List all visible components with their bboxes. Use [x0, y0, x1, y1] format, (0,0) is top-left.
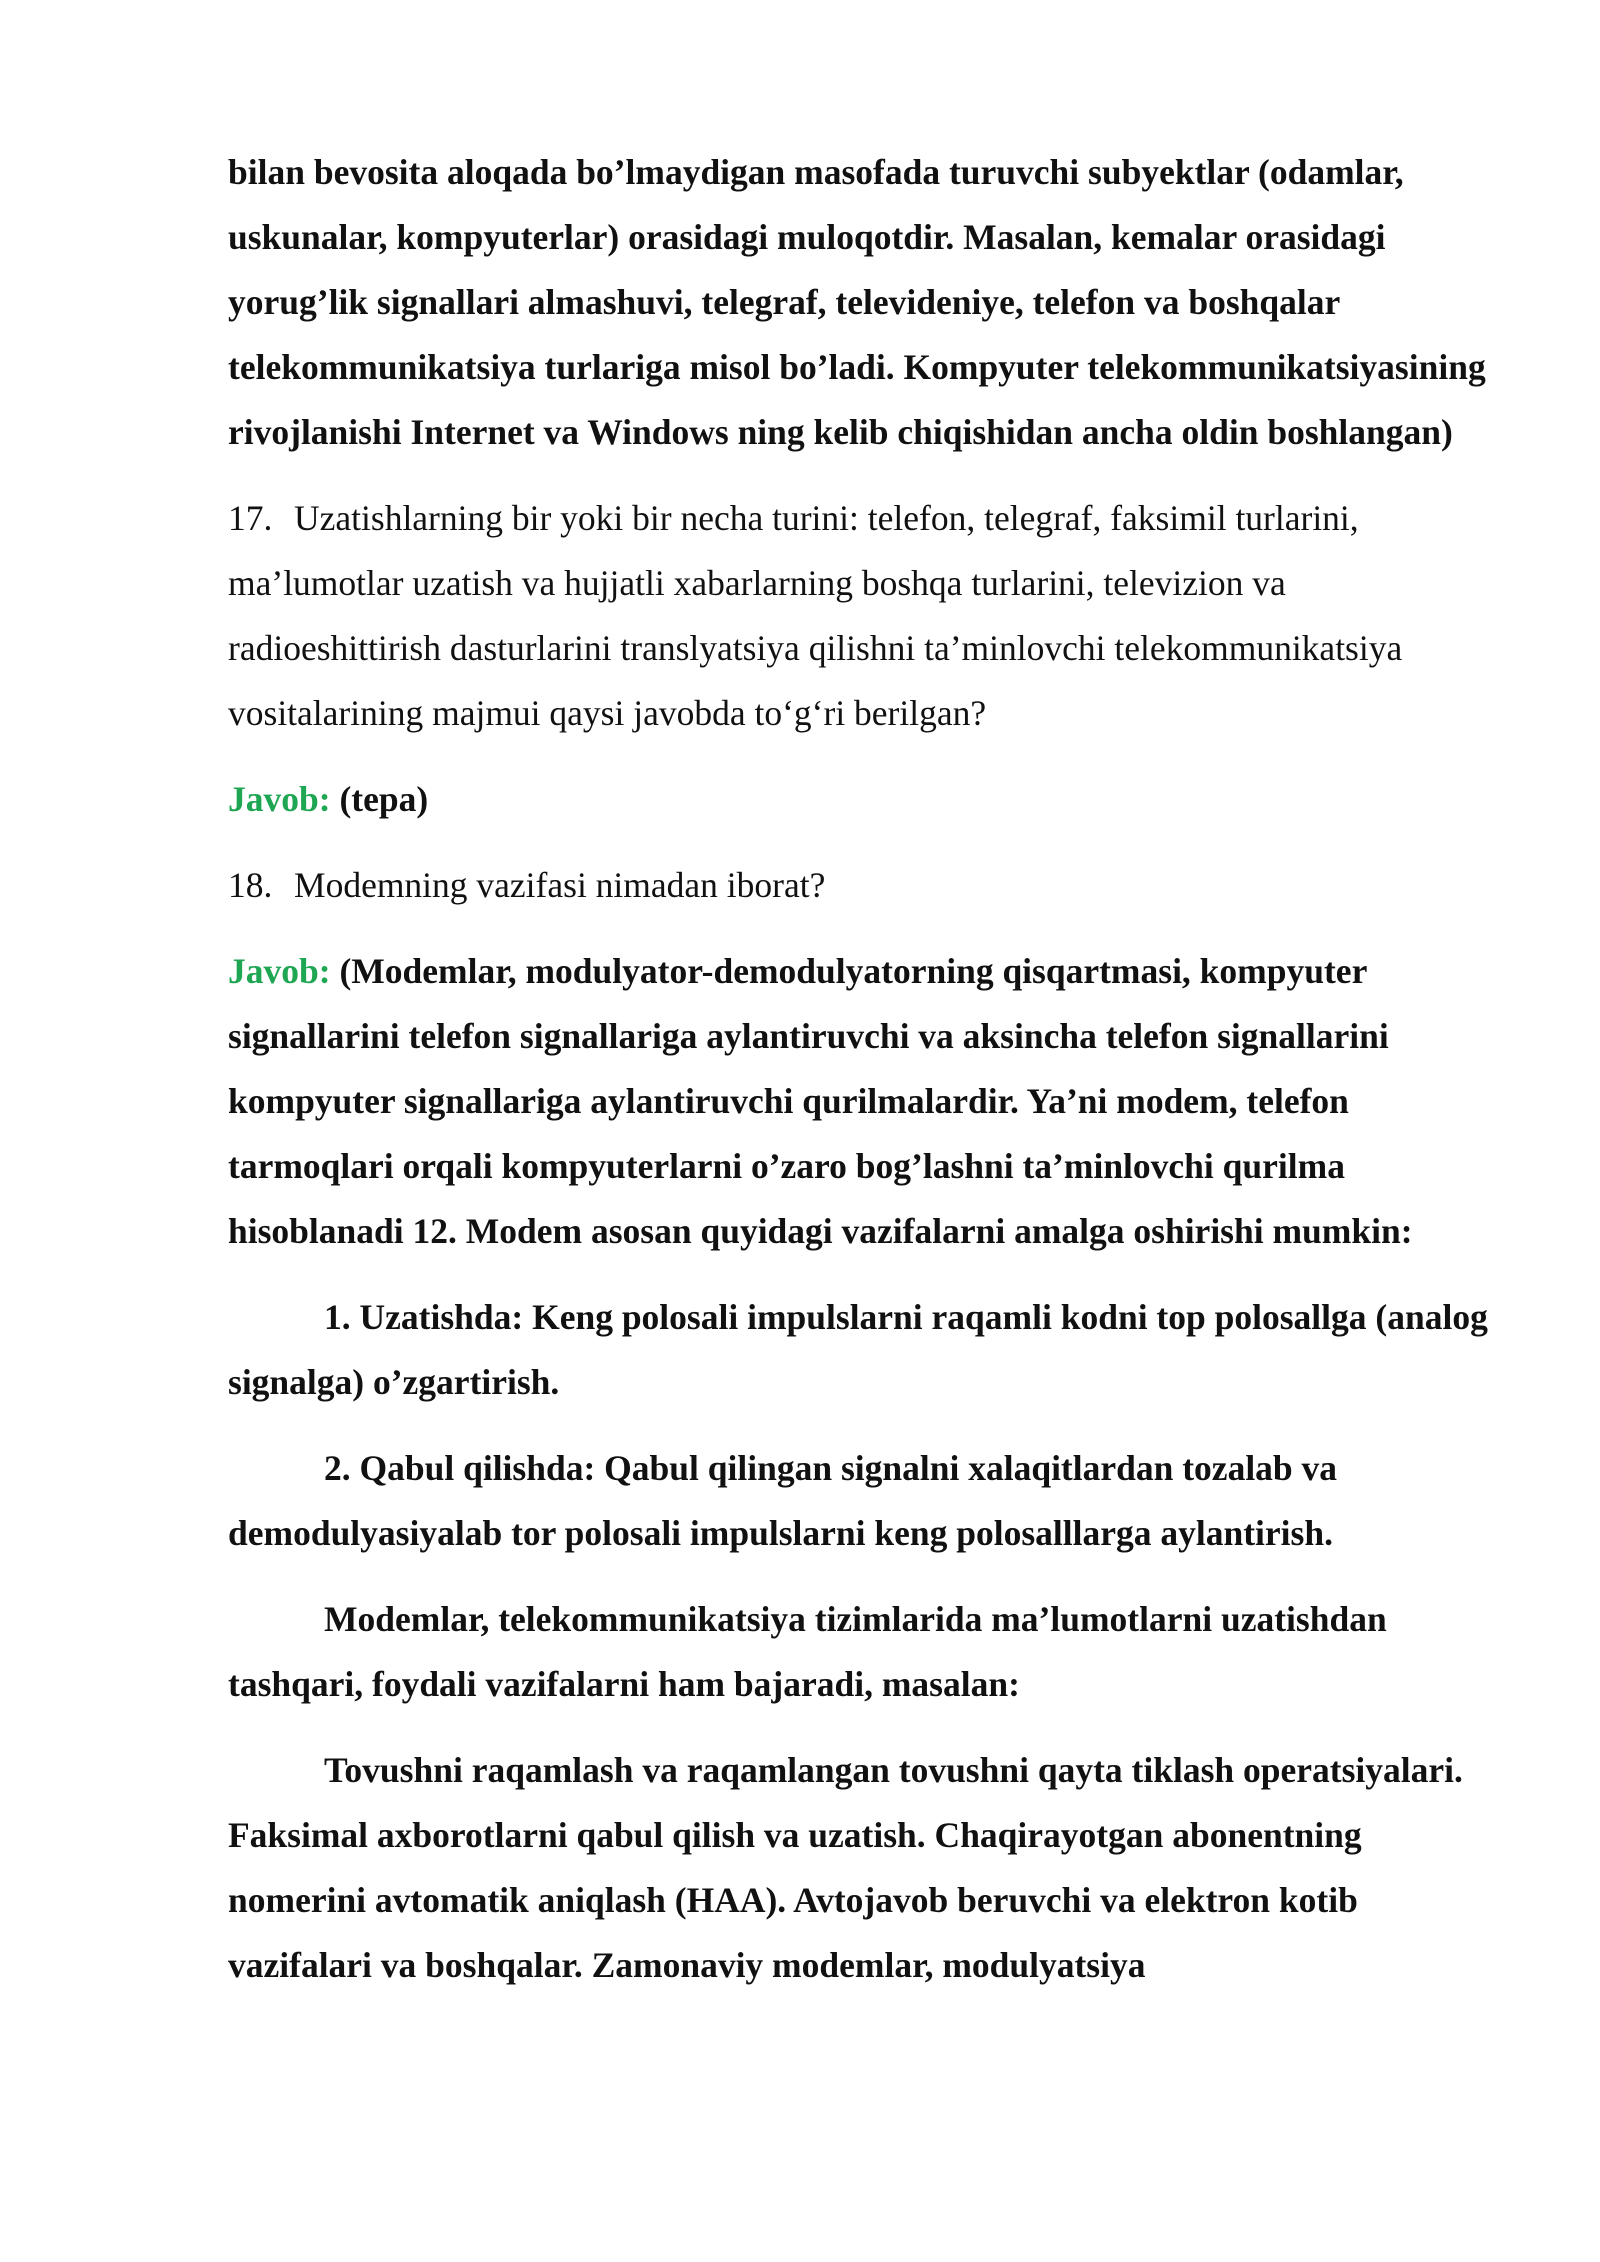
question-17: [228, 486, 1490, 746]
answer-18-last-paragraph: Tovushni raqamlash va raqamlangan tovushni qayta tiklash operatsiyalari. Faksimal axborotlarni qabul qilish va uzatish. Chaqirayotgan abonentning nomerini avtomatik aniqlash (HAA). Avtojavob beruvchi va elektron kotib vazifalari va boshqalar. Zamonaviy modemlar, modulyatsiya: [228, 1750, 1463, 1985]
answer-18-item-2: 2. Qabul qilishda: Qabul qilingan signalni xalaqitlardan tozalab va demodulyasiyalab tor polosali impulslarni keng polosalllarga aylantirish.: [228, 1448, 1338, 1553]
document-page: [228, 140, 1490, 2019]
answer-18-extra-paragraph: Modemlar, telekommunikatsiya tizimlarida ma’lumotlarni uzatishdan tashqari, foydali vazifalarni ham bajaradi, masalan:: [228, 1599, 1387, 1704]
answer-18-item-1: 1. Uzatishda: Keng polosali impulslarni raqamli kodni top polosallga (analog signalga) o’zgartirish.: [228, 1297, 1488, 1402]
answer-18: [228, 939, 1490, 1264]
question-18-number: 18.: [228, 865, 273, 905]
intro-paragraph: bilan bevosita aloqada bo’lmaydigan masofada turuvchi subyektlar (odamlar, uskunalar, kompyuterlar) orasidagi muloqotdir. Masalan, kemalar orasidagi yorug’lik signallari almashuvi, telegraf, televideniye, telefon va boshqalar telekommunikatsiya turlariga misol bo’ladi. Kompyuter telekommunikatsiyasining rivojlanishi Internet va Windows ning kelib chiqishidan ancha oldin boshlangan): [228, 152, 1486, 452]
question-18: [228, 853, 1490, 918]
question-17-text: Uzatishlarning bir yoki bir necha turini: telefon, telegraf, faksimil turlarini, ma’lumotlar uzatish va hujjatli xabarlarning boshqa turlarini, televizion va radioeshittirish dasturlarini translyatsiya qilishni ta’minlovchi telekommunikatsiya vositalarining majmui qaysi javobda to‘g‘ri berilgan?: [228, 498, 1403, 733]
answer-18-label: Javob:: [228, 951, 331, 991]
answer-17-text: (tepa): [339, 779, 429, 819]
answer-17: [228, 767, 1490, 832]
answer-18-text: (Modemlar, modulyator-demodulyatorning qisqartmasi, kompyuter signallarini telefon signallariga aylantiruvchi va aksincha telefon signallarini kompyuter signallariga aylantiruvchi qurilmalardir. Ya’ni modem, telefon tarmoqlari orqali kompyuterlarni o’zaro bog’lashni ta’minlovchi qurilma hisoblanadi 12. Modem asosan quyidagi vazifalarni amalga oshirishi mumkin:: [228, 951, 1413, 1251]
question-18-text: Modemning vazifasi nimadan iborat?: [294, 865, 826, 905]
answer-17-label: Javob:: [228, 779, 331, 819]
question-17-number: 17.: [228, 498, 273, 538]
